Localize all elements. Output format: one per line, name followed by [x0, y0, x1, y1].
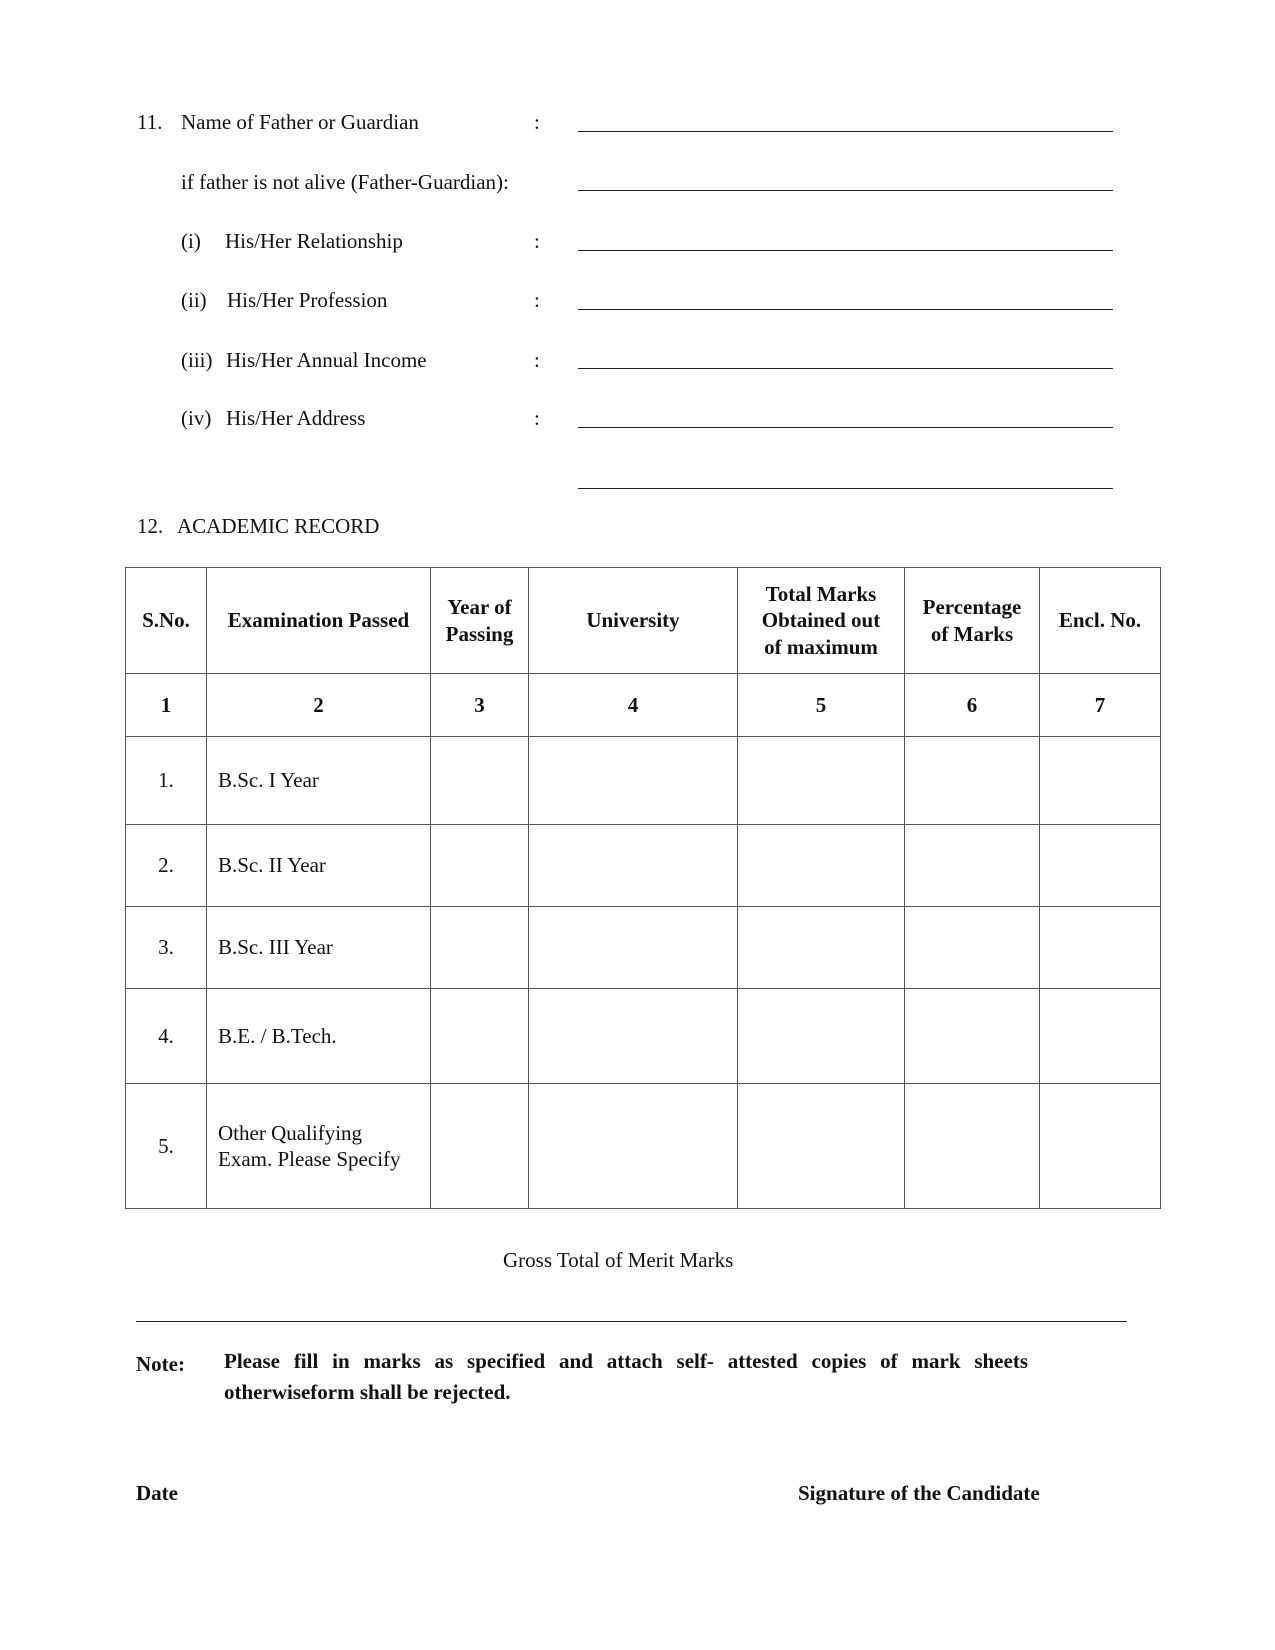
year-cell[interactable]: [431, 907, 529, 989]
profession-label: His/Her Profession: [227, 288, 388, 312]
percentage-cell[interactable]: [905, 907, 1040, 989]
column-number: 4: [529, 674, 738, 737]
row-exam: B.Sc. I Year: [207, 737, 431, 825]
academic-record-table: [125, 567, 1161, 1209]
row-sno: 3.: [126, 907, 207, 989]
year-cell[interactable]: [431, 989, 529, 1084]
colon: :: [534, 110, 540, 134]
encl-cell[interactable]: [1040, 825, 1161, 907]
table-row: [126, 737, 1161, 825]
row-sno: 4.: [126, 989, 207, 1084]
marks-cell[interactable]: [738, 1084, 905, 1209]
item-marker: (i): [181, 229, 201, 253]
note-text: Please fill in marks as specified and attach self- attested copies of mark sheets otherwiseform shall be rejected.: [224, 1349, 1028, 1404]
row-sno: 1.: [126, 737, 207, 825]
university-cell[interactable]: [529, 825, 738, 907]
colon: :: [534, 406, 540, 430]
university-cell[interactable]: [529, 907, 738, 989]
gross-total-field[interactable]: [136, 1321, 1127, 1322]
marks-cell[interactable]: [738, 825, 905, 907]
percentage-cell[interactable]: [905, 737, 1040, 825]
table-row: [126, 825, 1161, 907]
annual-income-field[interactable]: [578, 368, 1113, 369]
university-cell[interactable]: [529, 737, 738, 825]
item-marker: (iii): [181, 348, 213, 372]
colon: :: [534, 288, 540, 312]
column-number: 1: [126, 674, 207, 737]
percentage-cell[interactable]: [905, 989, 1040, 1084]
column-number: 3: [431, 674, 529, 737]
column-number: 2: [207, 674, 431, 737]
percentage-cell[interactable]: [905, 1084, 1040, 1209]
section-12-number: 12.: [137, 514, 164, 538]
encl-cell[interactable]: [1040, 1084, 1161, 1209]
row-exam: B.Sc. II Year: [207, 825, 431, 907]
header-encl-no: Encl. No.: [1040, 568, 1161, 674]
university-cell[interactable]: [529, 989, 738, 1084]
column-number: 6: [905, 674, 1040, 737]
header-sno: S.No.: [126, 568, 207, 674]
year-cell[interactable]: [431, 1084, 529, 1209]
header-total-marks: Total Marks Obtained out of maximum: [738, 568, 905, 674]
header-examination-passed: Examination Passed: [207, 568, 431, 674]
colon: :: [534, 229, 540, 253]
guardian-label: if father is not alive (Father-Guardian):: [181, 170, 509, 194]
column-number-row: [126, 674, 1161, 737]
encl-cell[interactable]: [1040, 737, 1161, 825]
gross-total-label: Gross Total of Merit Marks: [503, 1248, 734, 1272]
section-12-title: ACADEMIC RECORD: [177, 514, 380, 538]
column-number: 7: [1040, 674, 1161, 737]
university-cell[interactable]: [529, 1084, 738, 1209]
father-name-field[interactable]: [578, 131, 1113, 132]
address-label: His/Her Address: [226, 406, 366, 430]
profession-field[interactable]: [578, 309, 1113, 310]
relationship-field[interactable]: [578, 250, 1113, 251]
relationship-label: His/Her Relationship: [225, 229, 403, 253]
signature-label: Signature of the Candidate: [798, 1481, 1040, 1505]
row-sno: 5.: [126, 1084, 207, 1209]
marks-cell[interactable]: [738, 737, 905, 825]
colon: :: [534, 348, 540, 372]
row-exam: B.Sc. III Year: [207, 907, 431, 989]
header-year-of-passing: Year of Passing: [431, 568, 529, 674]
row-exam: Other Qualifying Exam. Please Specify: [207, 1084, 431, 1209]
annual-income-label: His/Her Annual Income: [226, 348, 427, 372]
row-sno: 2.: [126, 825, 207, 907]
marks-cell[interactable]: [738, 907, 905, 989]
address-field-line-2[interactable]: [578, 488, 1113, 489]
table-row: [126, 989, 1161, 1084]
item-marker: (iv): [181, 406, 212, 430]
section-11-number: 11.: [137, 110, 163, 134]
year-cell[interactable]: [431, 737, 529, 825]
header-percentage: Percentage of Marks: [905, 568, 1040, 674]
percentage-cell[interactable]: [905, 825, 1040, 907]
table-row: [126, 907, 1161, 989]
column-number: 5: [738, 674, 905, 737]
table-row: [126, 1084, 1161, 1209]
father-name-label: Name of Father or Guardian: [181, 110, 419, 134]
header-university: University: [529, 568, 738, 674]
year-cell[interactable]: [431, 825, 529, 907]
guardian-field[interactable]: [578, 190, 1113, 191]
encl-cell[interactable]: [1040, 907, 1161, 989]
date-label: Date: [136, 1481, 178, 1505]
address-field[interactable]: [578, 427, 1113, 428]
item-marker: (ii): [181, 288, 207, 312]
table-header-row: [126, 568, 1161, 674]
note-label: Note:: [136, 1352, 185, 1376]
row-exam: B.E. / B.Tech.: [207, 989, 431, 1084]
encl-cell[interactable]: [1040, 989, 1161, 1084]
marks-cell[interactable]: [738, 989, 905, 1084]
